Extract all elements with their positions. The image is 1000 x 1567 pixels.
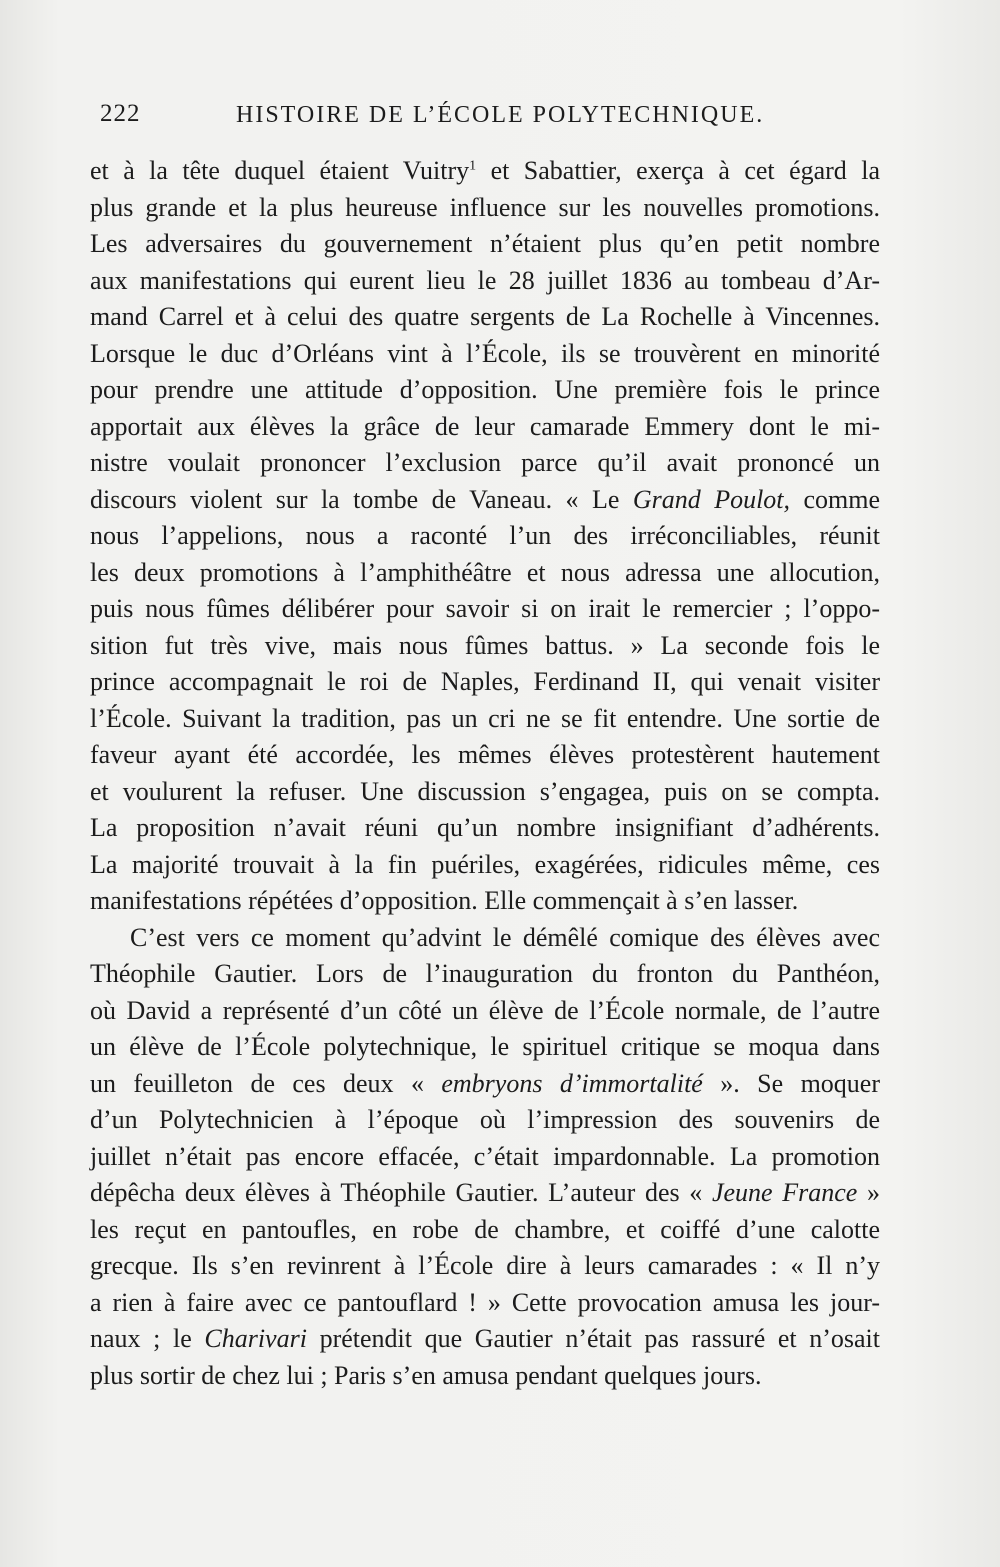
text-line <box>90 664 880 701</box>
line-text: dépêcha deux élèves à Théophile Gautier. L’auteur des « <box>90 1178 712 1207</box>
line-text: apportait aux élèves la grâce de leur camarade Emmery dont le mi- <box>90 411 880 441</box>
line-text: pour prendre une attitude d’opposition. Une première fois le prince <box>90 375 880 404</box>
line-text: où David a représenté d’un côté un élève de l’École normale, de l’autre <box>90 995 880 1025</box>
line-text: grecque. Ils s’en revinrent à l’École dire à leurs camarades : « Il n’y <box>90 1251 880 1280</box>
text-line <box>90 920 880 957</box>
line-text: les deux promotions à l’amphithéâtre et nous adressa une allocution, <box>90 557 880 587</box>
text-line <box>90 1029 880 1066</box>
text-line <box>90 226 880 263</box>
text-line <box>90 409 880 446</box>
text-line <box>90 1358 880 1395</box>
line-text: manifestations répétées d’opposition. Elle commençait à s’en lasser. <box>90 886 799 915</box>
line-text: un feuilleton de ces deux « <box>90 1068 442 1098</box>
line-text: a rien à faire avec ce pantouflard ! » Cette provocation amusa les jour- <box>90 1287 880 1317</box>
text-line <box>90 190 880 227</box>
line-text: et voulurent la refuser. Une discussion s’engagea, puis on se compta. <box>90 776 880 806</box>
line-text: C’est vers ce moment qu’advint le démêlé comique des élèves avec <box>130 922 880 952</box>
text-line <box>90 1102 880 1139</box>
text-line <box>90 591 880 628</box>
text-line <box>90 555 880 592</box>
line-text: naux ; le <box>90 1324 205 1353</box>
line-text: Les adversaires du gouvernement n’étaient plus qu’en petit nombre <box>90 229 880 258</box>
line-text: prince accompagnait le roi de Naples, Ferdinand II, qui venait visiter <box>90 667 880 696</box>
line-text: prétendit que Gautier n’était pas rassuré et n’osait <box>306 1324 881 1353</box>
text-line <box>90 1066 880 1103</box>
line-text: mand Carrel et à celui des quatre sergents de La Rochelle à Vincennes. <box>90 302 880 331</box>
footnote-marker: 1 <box>469 158 477 174</box>
text-line <box>90 153 880 190</box>
line-text: d’un Polytechnicien à l’époque où l’impression des souvenirs de <box>90 1105 880 1134</box>
line-text: La majorité trouvait à la fin puériles, exagérées, ridicules même, ces <box>90 849 880 879</box>
line-text: Lorsque le duc d’Orléans vint à l’École, ils se trouvèrent en minorité <box>90 338 880 368</box>
line-text: ». Se moquer <box>702 1068 880 1098</box>
text-line <box>90 1248 880 1285</box>
line-text: plus grande et la plus heureuse influence sur les nouvelles promotions. <box>90 192 880 222</box>
body-text <box>90 153 880 1394</box>
line-text: nous l’appelions, nous a raconté l’un des irréconciliables, réunit <box>90 521 880 550</box>
text-line <box>90 372 880 409</box>
line-text: sition fut très vive, mais nous fûmes battus. » La seconde fois le <box>90 630 880 660</box>
italic-text: Charivari <box>204 1324 307 1353</box>
line-text: discours violent sur la tombe de Vaneau. « Le <box>90 484 633 514</box>
line-text: l’École. Suivant la tradition, pas un cri ne se fit entendre. Une sortie de <box>90 703 880 733</box>
text-line <box>90 1321 880 1358</box>
text-line <box>90 737 880 774</box>
text-line <box>90 445 880 482</box>
line-text: faveur ayant été accordée, les mêmes élèves protestèrent hautement <box>90 740 880 769</box>
text-line <box>90 1285 880 1322</box>
text-line <box>90 883 880 920</box>
line-text: plus sortir de chez lui ; Paris s’en amusa pendant quelques jours. <box>90 1360 762 1390</box>
text-line <box>90 263 880 300</box>
line-text: un élève de l’École polytechnique, le spirituel critique se moqua dans <box>90 1032 880 1061</box>
text-line <box>90 299 880 336</box>
line-text: aux manifestations qui eurent lieu le 28 juillet 1836 au tombeau d’Ar- <box>90 265 880 295</box>
page-number: 222 <box>100 100 141 127</box>
italic-text: Grand Poulot, <box>632 484 791 514</box>
text-line <box>90 774 880 811</box>
text-line <box>90 847 880 884</box>
text-line <box>90 956 880 993</box>
italic-text: Jeune France <box>711 1178 858 1207</box>
line-text: » <box>857 1178 880 1207</box>
text-line <box>90 518 880 555</box>
page-header <box>100 100 780 140</box>
text-line <box>90 810 880 847</box>
line-text: les reçut en pantoufles, en robe de chambre, et coiffé d’une calotte <box>90 1214 880 1244</box>
text-line <box>90 628 880 665</box>
running-head: HISTOIRE DE L’ÉCOLE POLYTECHNIQUE. <box>236 102 765 128</box>
line-text: nistre voulait prononcer l’exclusion parce qu’il avait prononcé un <box>90 448 880 477</box>
text-line <box>90 336 880 373</box>
text-line <box>90 701 880 738</box>
text-line <box>90 1139 880 1176</box>
line-text: juillet n’était pas encore effacée, c’était impardonnable. La promotion <box>90 1141 880 1171</box>
line-text: comme <box>790 484 880 514</box>
italic-text: embryons d’immortalité <box>441 1068 703 1098</box>
text-line <box>90 1175 880 1212</box>
line-text: puis nous fûmes délibérer pour savoir si on irait le remercier ; l’oppo- <box>90 594 880 623</box>
line-text: et Sabattier, exerça à cet égard la <box>476 156 881 185</box>
text-line <box>90 993 880 1030</box>
text-line <box>90 1212 880 1249</box>
line-text: et à la tête duquel étaient Vuitry <box>90 156 470 185</box>
text-line <box>90 482 880 519</box>
line-text: Théophile Gautier. Lors de l’inauguration du fronton du Panthéon, <box>90 959 880 988</box>
line-text: La proposition n’avait réuni qu’un nombre insignifiant d’adhérents. <box>90 813 880 842</box>
